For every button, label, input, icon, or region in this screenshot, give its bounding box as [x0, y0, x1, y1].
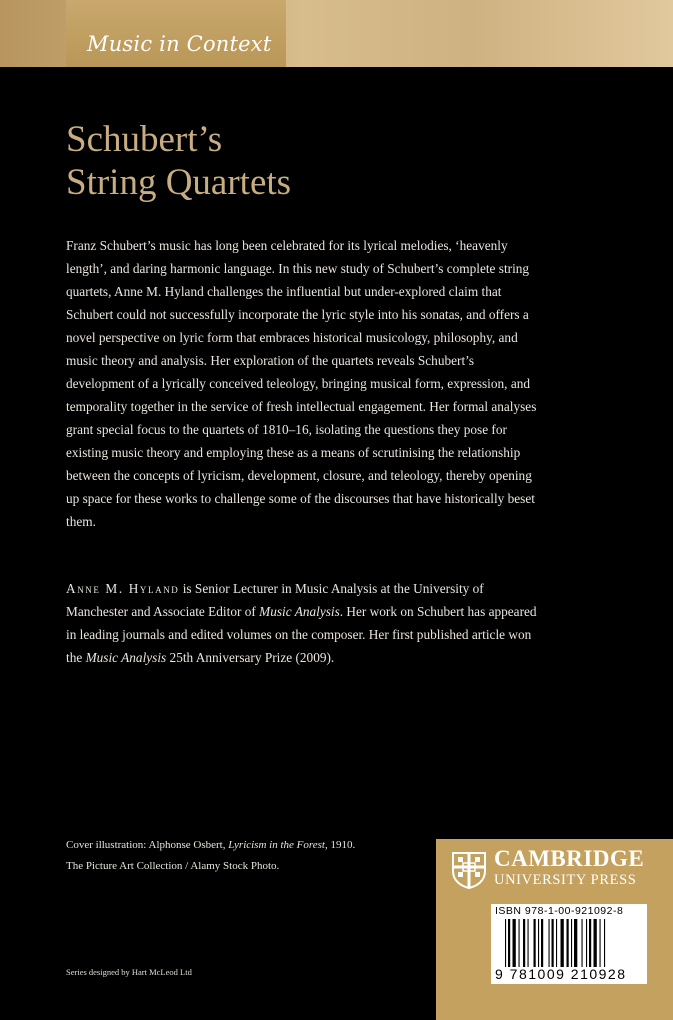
author-bio-part-2: . Her work on Schubert has appeared in leading journals and edited volumes on the composer. Her first published article won the — [66, 604, 537, 665]
credit-year: 1910. — [327, 839, 356, 851]
publisher-name: CAMBRIDGE — [494, 846, 645, 871]
publisher-press: UNIVERSITY PRESS — [494, 872, 637, 888]
author-name: Anne M. Hyland — [66, 581, 180, 596]
cambridge-crest-icon — [451, 851, 487, 889]
book-title-line-1: Schubert’s — [66, 119, 223, 160]
barcode-digits: 9 781009 210928 — [495, 966, 627, 982]
blurb-paragraph: Franz Schubert’s music has long been celebrated for its lyrical melodies, ‘heavenly length’, and daring harmonic language. In this new study of Schubert’s complete string quartets, Anne M. Hyland challenges the influential but under-explored claim that Schubert could not successfully incorporate the lyric style into his sonatas, and offers a novel perspective on lyric form that embraces historical musicology, philosophy, and music theory and analysis. Her exploration of the quartets reveals Schubert’s development of a lyrically conceived teleology, bringing musical form, expression, and temporality together in the service of fresh intellectual engagement. Her formal analyses grant special focus to the quartets of 1810–16, isolating the questions they pose for existing music theory and employing these as a means of scrutinising the relationship between the concepts of lyricism, development, closure, and teleology, thereby opening up space for these works to challenge some of the discourses that have historically beset them. — [66, 238, 537, 529]
author-bio — [66, 577, 541, 669]
journal-name-2: Music Analysis — [85, 650, 167, 665]
credit-artwork: Lyricism in the Forest, — [228, 839, 328, 851]
book-title — [66, 118, 291, 204]
book-title-line-2: String Quartets — [66, 162, 292, 203]
barcode-box — [491, 904, 647, 984]
cover-credits — [66, 835, 426, 877]
barcode-icon — [505, 919, 639, 967]
isbn-label: ISBN 978-1-00-921092-8 — [495, 905, 624, 917]
credit-prefix: Cover illustration: Alphonse Osbert, — [66, 839, 229, 851]
series-designer: Series designed by Hart McLeod Ltd — [66, 967, 192, 977]
series-title: Music in Context — [87, 32, 272, 56]
credit-line-2: The Picture Art Collection / Alamy Stock Photo. — [66, 860, 280, 872]
author-bio-part-3: 25th Anniversary Prize (2009). — [166, 650, 335, 665]
journal-name: Music Analysis — [259, 604, 340, 619]
author-bio-part-1: is Senior Lecturer in Music Analysis at the University of Manchester and Associate Editor of — [66, 581, 484, 619]
